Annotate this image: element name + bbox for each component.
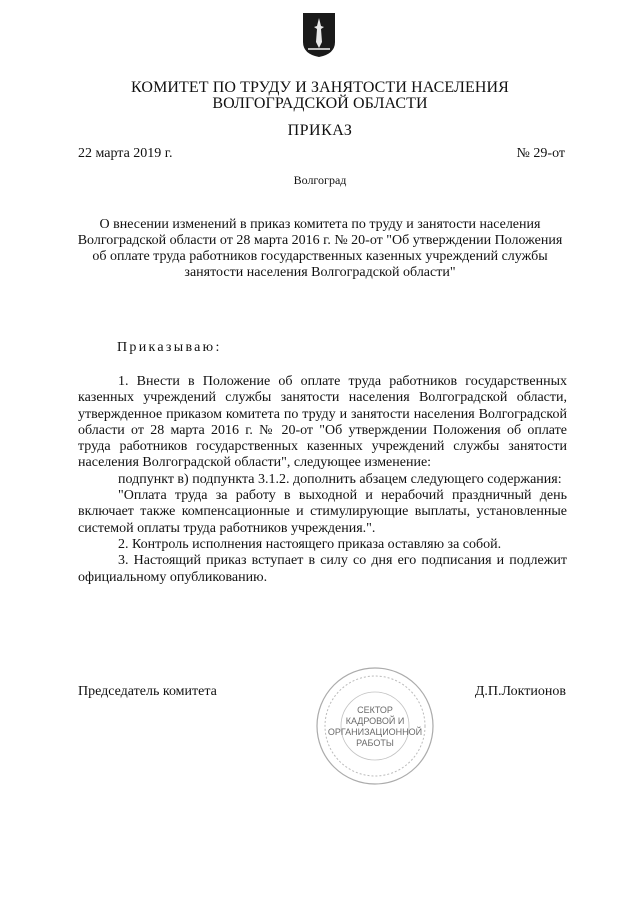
organization-region: ВОЛГОГРАДСКОЙ ОБЛАСТИ — [212, 95, 428, 112]
organization-name: КОМИТЕТ ПО ТРУДУ И ЗАНЯТОСТИ НАСЕЛЕНИЯ — [131, 79, 509, 96]
signatory-name: Д.П.Локтионов — [474, 684, 566, 699]
stamp-text-3: ОРГАНИЗАЦИОННОЙ — [327, 727, 423, 737]
document-number: № 29-от — [516, 146, 565, 161]
document-city: Волгоград — [293, 173, 347, 187]
official-stamp — [314, 665, 436, 787]
document-type: ПРИКАЗ — [287, 122, 353, 139]
signatory-position: Председатель комитета — [78, 684, 217, 699]
stamp-text-4: РАБОТЫ — [356, 738, 394, 748]
paragraph-1: 1. Внести в Положение об оплате труда работников государственных казенных учреждений службы занятости населения Волгоградской области, утвержденное приказом комитета по труду и занятости населения Волгоградской области от 28 марта 2016 г. № 20-от "Об утверждении Положения об оплате труда работников государственных казенных учреждений службы занятости населения Волгоградской области", следующее изменение: — [78, 374, 567, 471]
stamp-text-1: СЕКТОР — [357, 705, 393, 715]
paragraph-2: 2. Контроль исполнения настоящего приказа оставляю за собой. — [118, 536, 502, 552]
paragraph-3: 3. Настоящий приказ вступает в силу со дня его подписания и подлежит официальному опубликованию. — [78, 553, 567, 585]
document-date: 22 марта 2019 г. — [78, 146, 173, 161]
document-body — [78, 374, 567, 586]
stamp-ring-icon — [314, 665, 436, 787]
paragraph-quote: "Оплата труда за работу в выходной и нерабочий праздничный день включает также компенсационные и стимулирующие выплаты, установленные системой оплаты труда работников учреждения.". — [78, 488, 567, 536]
coat-of-arms-icon — [302, 12, 336, 58]
stamp-text-2: КАДРОВОЙ И — [345, 716, 405, 726]
document-subject: О внесении изменений в приказ комитета по труду и занятости населения Волгоградской области от 28 марта 2016 г. № 20-от "Об утверждении Положения об оплате труда работников государственных казенных учреждений службы занятости населения Волгоградской области" — [77, 217, 563, 280]
decree-heading: Приказываю: — [117, 340, 222, 355]
paragraph-subpoint: подпункт в) подпункта 3.1.2. дополнить абзацем следующего содержания: — [118, 471, 562, 487]
